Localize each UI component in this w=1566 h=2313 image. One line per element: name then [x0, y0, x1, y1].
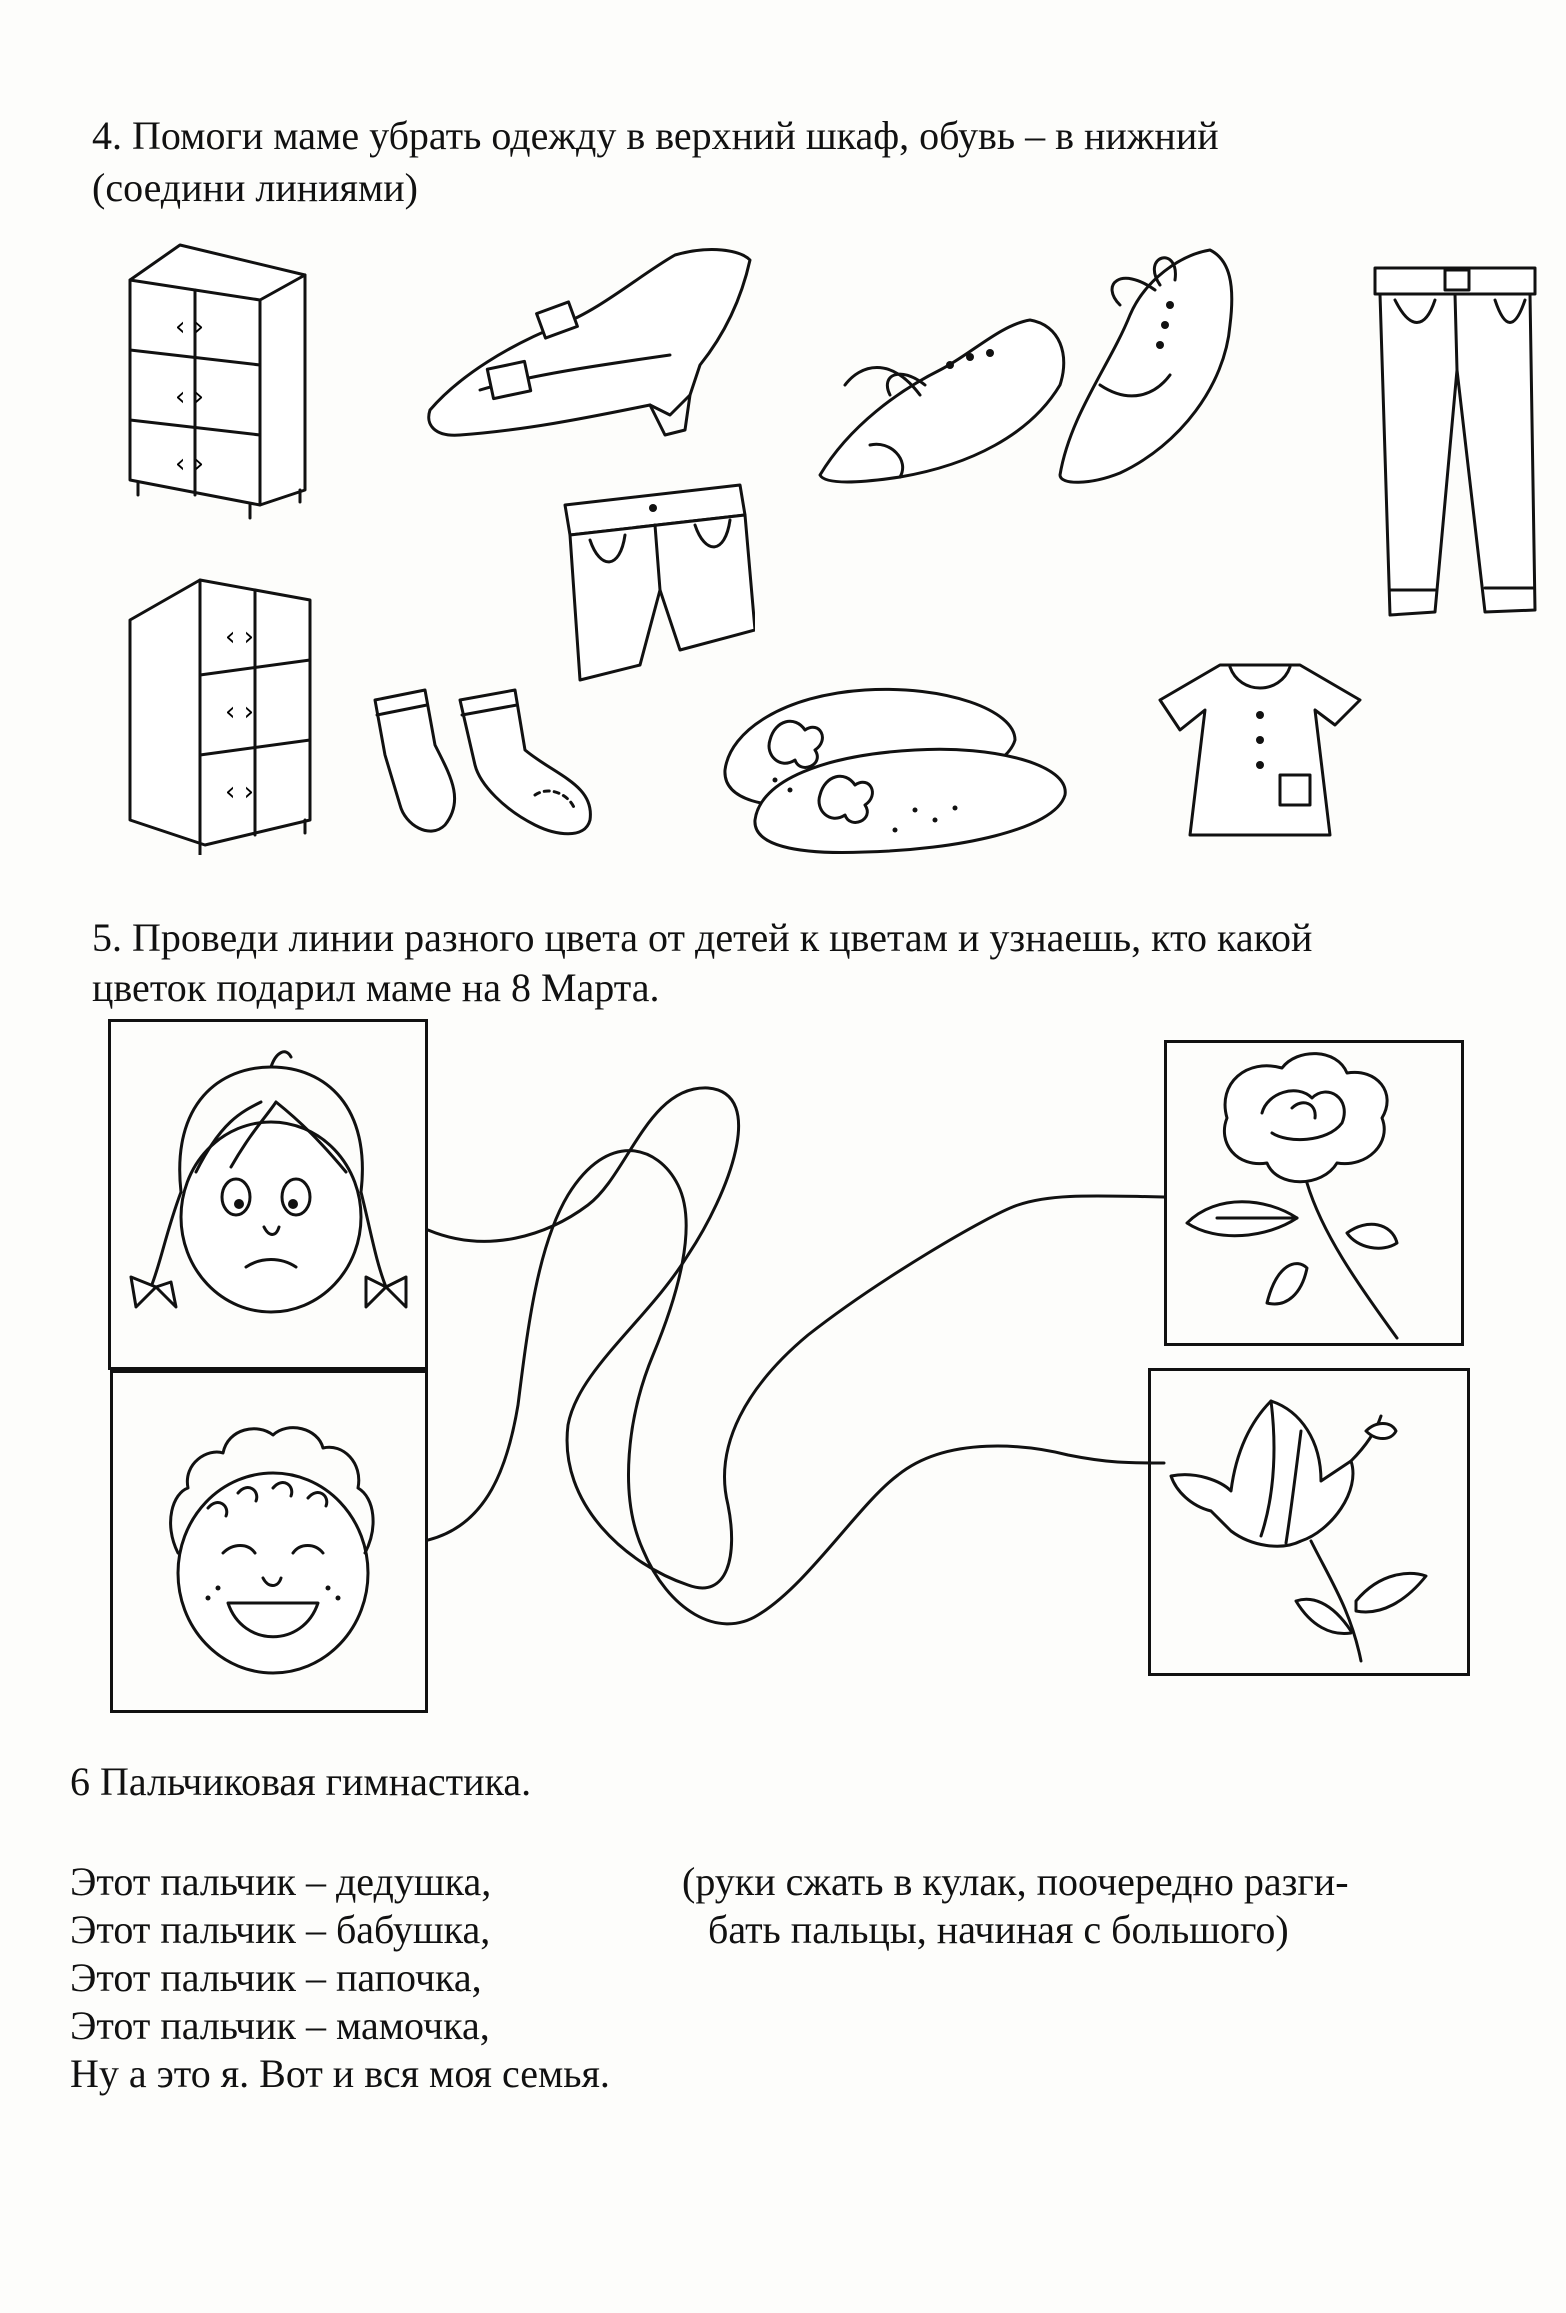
poem-line-4: Этот пальчик – мамочка,	[70, 2003, 490, 2048]
rose-flower-illustration	[1167, 1043, 1461, 1343]
dress-illustration[interactable]	[1150, 655, 1370, 845]
laced-shoes-illustration[interactable]	[800, 245, 1260, 485]
rose-picture-frame[interactable]	[1164, 1040, 1464, 1346]
svg-text:‹ ›: ‹ ›	[225, 697, 255, 727]
poem-line-2: Этот пальчик – бабушка,	[70, 1907, 491, 1952]
boy-picture-frame[interactable]	[110, 1370, 428, 1713]
poem-line-1: Этот пальчик – дедушка,	[70, 1859, 492, 1904]
boy-face-illustration	[113, 1373, 425, 1710]
task5-instruction-line1: 5. Проведи линии разного цвета от детей к цветам и узнаешь, кто какой	[92, 915, 1313, 960]
task6-title: 6 Пальчиковая гимнастика.	[70, 1759, 532, 1804]
svg-text:‹ ›: ‹ ›	[175, 449, 205, 479]
svg-text:‹ ›: ‹ ›	[225, 777, 255, 807]
exercise-note-line2: бать пальцы, начиная с большого)	[708, 1907, 1289, 1952]
bellflower-picture-frame[interactable]	[1148, 1368, 1470, 1676]
lower-wardrobe-illustration[interactable]	[125, 575, 325, 855]
socks-illustration[interactable]	[365, 685, 605, 845]
poem-block	[70, 1858, 610, 2098]
task4-instruction-line2: (соедини линиями)	[92, 165, 418, 210]
girl-picture-frame[interactable]	[108, 1019, 428, 1370]
poem-line-5: Ну а это я. Вот и вся моя семья.	[70, 2051, 610, 2096]
heeled-shoe-illustration[interactable]	[420, 245, 760, 445]
upper-wardrobe-illustration[interactable]	[120, 240, 320, 520]
girl-face-illustration	[111, 1022, 425, 1367]
slippers-illustration[interactable]	[715, 680, 1075, 860]
task5-instruction-line2: цветок подарил маме на 8 Марта.	[92, 965, 660, 1010]
bellflower-illustration	[1151, 1371, 1467, 1673]
exercise-note-line1: (руки сжать в кулак, поочередно разги-	[682, 1859, 1349, 1904]
svg-text:‹ ›: ‹ ›	[175, 312, 205, 342]
poem-line-3: Этот пальчик – папочка,	[70, 1955, 482, 2000]
task4-instruction-line1: 4. Помоги маме убрать одежду в верхний шкаф, обувь – в нижний	[92, 113, 1219, 158]
tangled-lines-maze[interactable]	[428, 1085, 1168, 1655]
trousers-illustration[interactable]	[1365, 260, 1545, 620]
svg-text:‹ ›: ‹ ›	[225, 622, 255, 652]
svg-text:‹ ›: ‹ ›	[175, 382, 205, 412]
shorts-illustration[interactable]	[555, 480, 755, 690]
